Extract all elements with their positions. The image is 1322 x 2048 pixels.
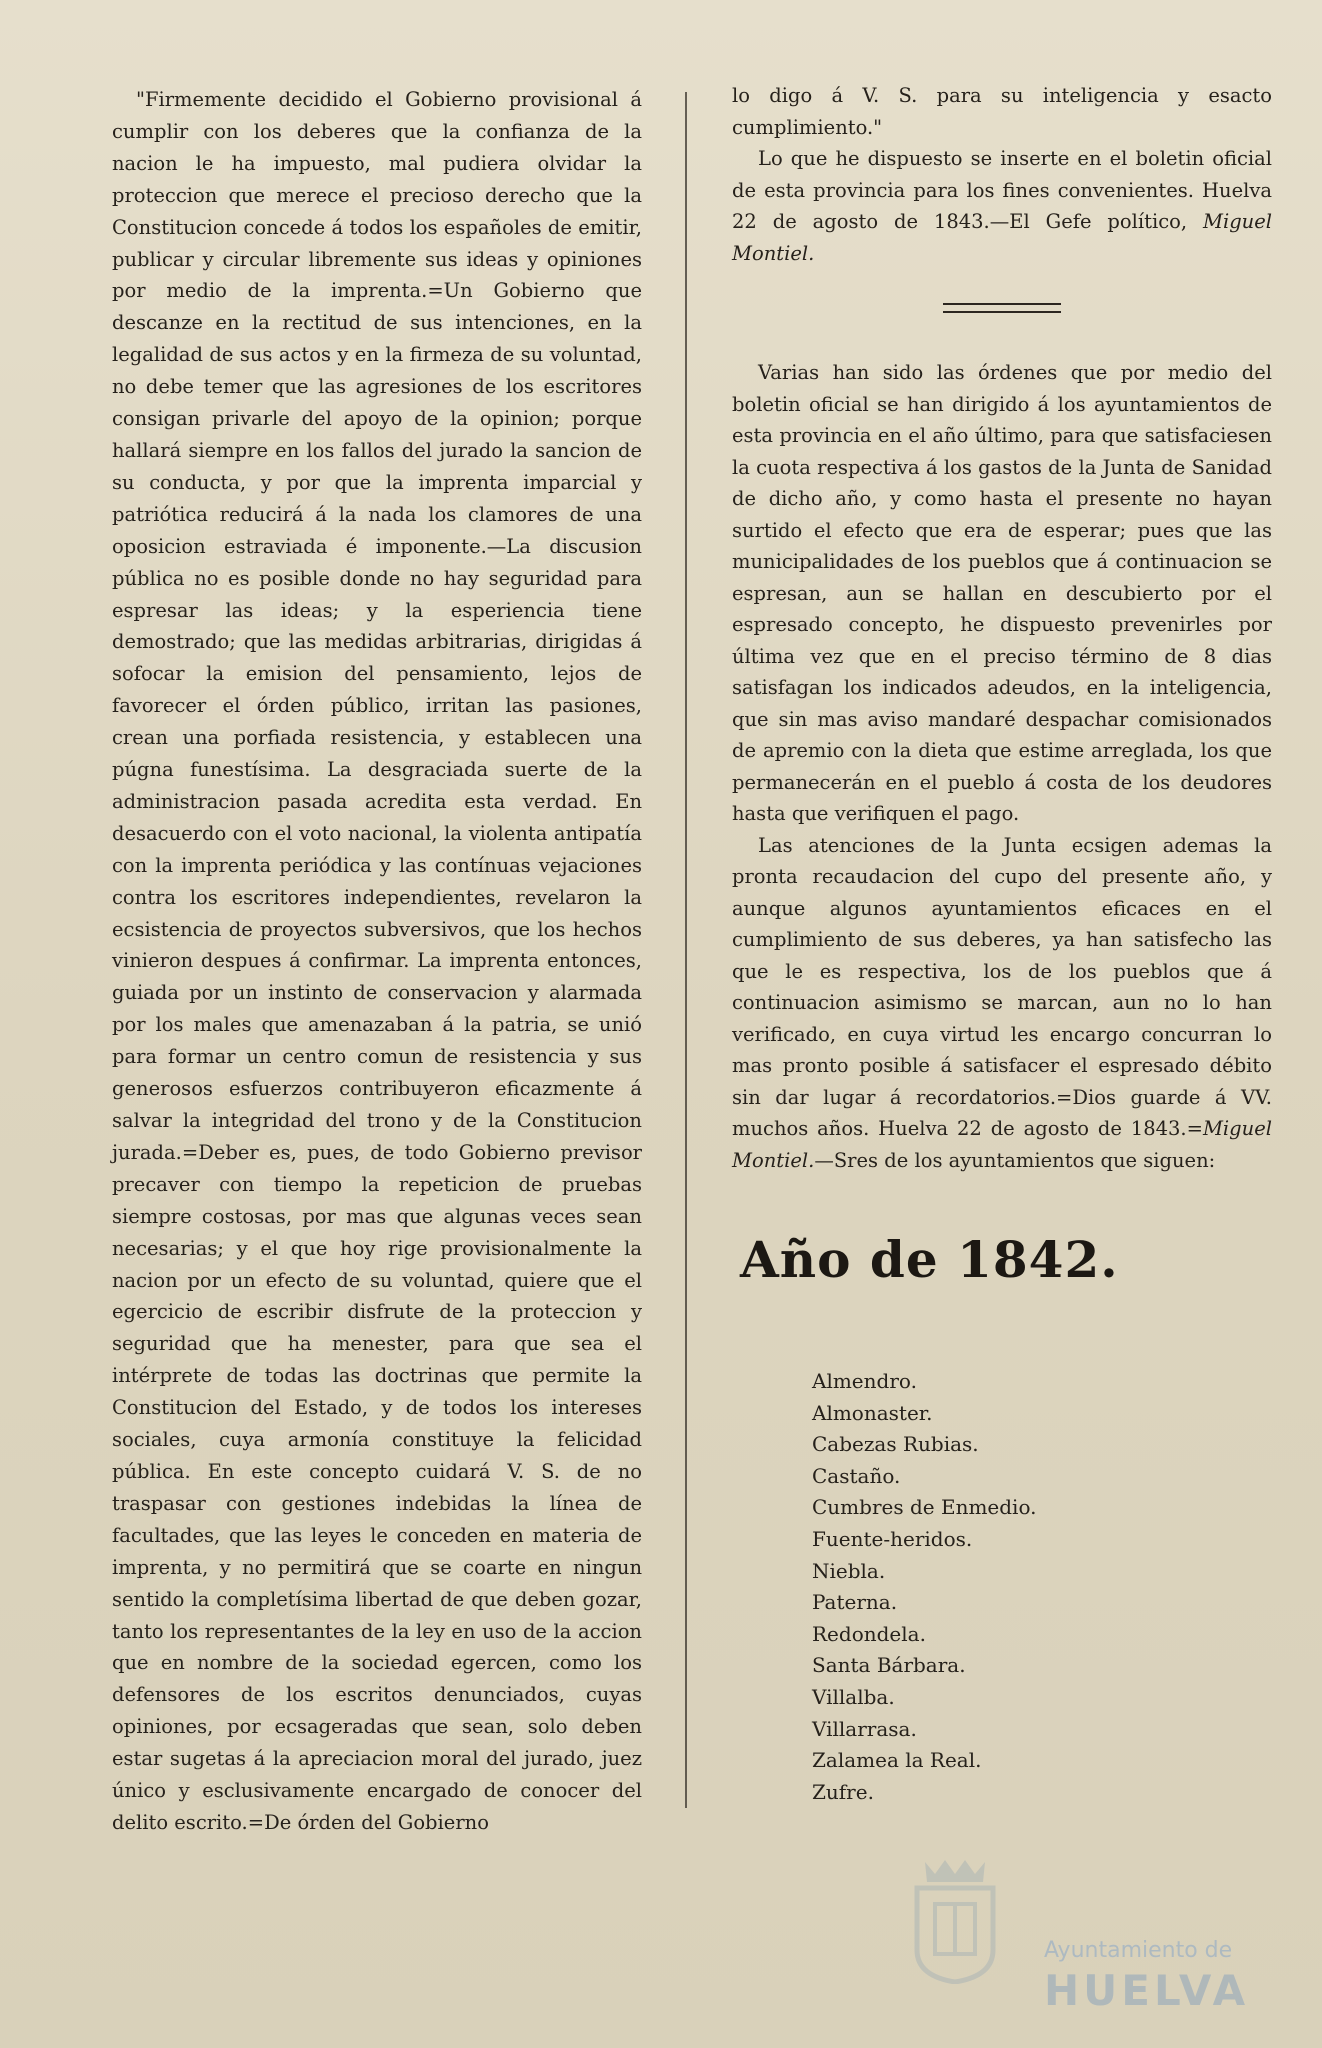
- publication-notice-text: Lo que he dispuesto se inserte en el boletin oficial de esta provincia para los fines convenientes. Huelva 22 de agosto de 1843.—El Gefe político,: [732, 147, 1272, 233]
- collection-order-tail: —Sres de los ayuntamientos que siguen:: [814, 1148, 1216, 1172]
- town-item: Fuente-heridos.: [812, 1526, 973, 1551]
- year-heading: Año de 1842.: [740, 1230, 1119, 1289]
- left-column: [112, 84, 642, 1839]
- decree-paragraph: "Firmemente decidido el Gobierno provisional á cumplir con los deberes que la confianza de la nacion le ha impuesto, mal pudiera olvidar la proteccion que merece el precioso derecho que la Constitucion concede á todos los españoles de emitir, publicar y circular libremente sus ideas y opiniones por medio de la imprenta.=Un Gobierno que descanze en la rectitud de sus intenciones, en la legalidad de sus actos y en la firmeza de su voluntad, no debe temer que las agresiones de los escritores consigan privarle del apoyo de la opinion; porque hallará siempre en los fallos del jurado la sancion de su conducta, y por que la imprenta imparcial y patriótica reducirá á la nada los clamores de una oposicion estraviada é imponente.—La discusion pública no es posible donde no hay seguridad para espresar las ideas; y la esperiencia tiene demostrado; que las medidas arbitrarias, dirigidas á sofocar la emision del pensamiento, lejos de favorecer el órden público, irritan las pasiones, crean una porfiada resistencia, y establecen una púgna funestísima. La desgraciada suerte de la administracion pasada acredita esta verdad. En desacuerdo con el voto nacional, la violenta antipatía con la imprenta periódica y las contínuas vejaciones contra los escritores independientes, revelaron la ecsistencia de proyectos subversivos, que los hechos vinieron despues á confirmar. La imprenta entonces, guiada por un instinto de conservacion y alarmada por los males que amenazaban á la patria, se unió para formar un centro comun de resistencia y sus generosos esfuerzos contribuyeron eficazmente á salvar la integridad del trono y de la Constitucion jurada.=Deber es, pues, de todo Gobierno previsor precaver con tiempo la repeticion de pruebas siempre costosas, por mas que algunas veces sean necesarias; y el que hoy rige provisionalmente la nacion por un efecto de su voluntad, quiere que el egercicio de escribir disfrute de la proteccion y seguridad que ha menester, para que sea el intérprete de todas las doctrinas que permite la Constitucion del Estado, y de todos los intereses sociales, cuya armonía constituye la felicidad pública. En este concepto cuidará V. S. de no traspasar con gestiones indebidas la línea de facultades, que las leyes le conceden en materia de imprenta, y no permitirá que se coarte en ningun sentido la completísima libertad de que deben gozar, tanto los representantes de la ley en uso de la accion que en nombre de la sociedad egercen, como los defensores de los escritos denunciados, cuyas opiniones, por ecsageradas que sean, solo deben estar sugetas á la apreciacion moral del jurado, juez único y esclusivamente encargado de conocer del delito escrito.=De órden del Gobierno: [112, 88, 642, 1834]
- crest-icon: [905, 1852, 1005, 1984]
- column-divider: [685, 92, 687, 1808]
- town-item: Paterna.: [812, 1590, 898, 1615]
- town-item: Cabezas Rubias.: [812, 1432, 979, 1457]
- section-divider: [943, 303, 1061, 313]
- publication-notice: [732, 143, 1272, 269]
- town-item: Villarrasa.: [812, 1716, 917, 1741]
- sanitation-order-paragraph: Varias han sido las órdenes que por medio del boletin oficial se han dirigido á los ayuntamientos de esta provincia en el año último, para que satisfaciesen la cuota respectiva á los gastos de la Junta de Sanidad de dicho año, y como hasta el presente no hayan surtido el efecto que era de esperar; pues que las municipalidades de los pueblos que á continuacion se espresan, aun se hallan en descubierto por el espresado concepto, he dispuesto prevenirles por última vez que en el preciso término de 8 dias satisfagan los indicados adeudos, en la inteligencia, que sin mas aviso mandaré despachar comisionados de apremio con la dieta que estime arreglada, los que permanecerán en el pueblo á costa de los deudores hasta que verifiquen el pago.: [732, 361, 1272, 825]
- town-item: Almendro.: [812, 1369, 917, 1393]
- decree-continuation: lo digo á V. S. para su inteligencia y esacto cumplimiento.": [732, 84, 1272, 139]
- town-item: Castaño.: [812, 1463, 901, 1488]
- town-item: Zufre.: [812, 1779, 874, 1804]
- watermark-line2: HUELVA: [1044, 1966, 1250, 2015]
- town-item: Almonaster.: [812, 1400, 933, 1425]
- collection-order-signature: Miguel Montiel.: [732, 1117, 1272, 1172]
- collection-order-paragraph: [732, 830, 1272, 1177]
- town-item: Redondela.: [812, 1621, 926, 1646]
- town-item: Santa Bárbara.: [812, 1653, 966, 1678]
- town-list: [812, 1366, 1037, 1808]
- town-item: Cumbres de Enmedio.: [812, 1495, 1037, 1520]
- right-column: [732, 80, 1272, 1176]
- watermark-line1: Ayuntamiento de: [1044, 1938, 1233, 1963]
- town-item: Zalamea la Real.: [812, 1748, 982, 1773]
- collection-order-text: Las atenciones de la Junta ecsigen ademas la pronta recaudacion del cupo del presente año, y aunque algunos ayuntamientos eficaces en el cumplimiento de sus deberes, ya han satisfecho las que le es respectiva, los de los pueblos que á continuacion asimismo se marcan, aun no lo han verificado, en cuya virtud les encargo concurran lo mas pronto posible á satisfacer el espresado débito sin dar lugar á recordatorios.=Dios guarde á VV. muchos años. Huelva 22 de agosto de 1843.=: [732, 833, 1272, 1140]
- town-item: Niebla.: [812, 1558, 886, 1583]
- publication-signature: Miguel Montiel.: [732, 210, 1273, 265]
- town-item: Villalba.: [812, 1684, 895, 1709]
